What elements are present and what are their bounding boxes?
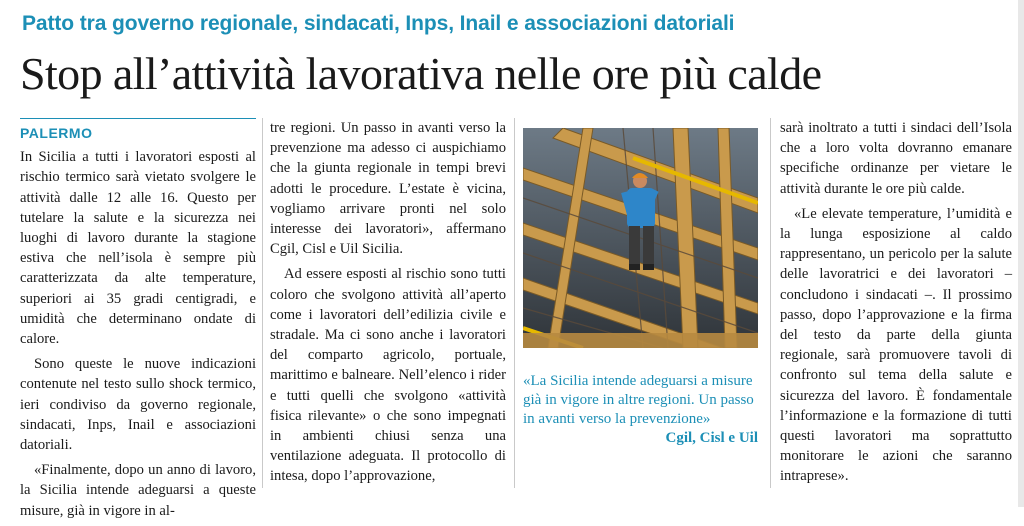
paragraph: «Finalmente, dopo un anno di lavoro, la Sicilia intende adeguarsi a queste misure, già in vigore in al- [20, 462, 256, 519]
page-edge [1018, 0, 1024, 507]
paragraph: «Le elevate temperature, l’umidità e la lunga esposizione al caldo rappresentano, un pericolo per la salute delle lavoratrici e dei lavoratori – concludono i sindacati –. Il prossimo passo, dopo l’approvazione e la firma del testo da parte della giunta regionale, sarà promuovere tavoli di confronto sul tema della salute e sicurezza del lavoro. È fondamentale l’informazione e la formazione di tutti questi lavoratori ma soprattutto monitorare le azioni che saranno intraprese». [780, 205, 1012, 485]
column-divider [770, 118, 771, 488]
construction-worker-photo [523, 128, 758, 348]
column-divider [514, 118, 515, 488]
pull-quote [523, 372, 758, 448]
paragraph: Ad essere esposti al rischio sono tutti coloro che svolgono attività all’aperto come i lavoratori dell’edilizia civile e stradale. Ma ci sono anche i lavoratori del comparto agricolo, portuale, marittimo e balneare. Nell’elenco i rider e tutti quelli che svolgono «attività fisica rilevante» o che sono impegnati in ambienti chiusi senza una ventilazione adeguata. Il protocollo di intesa, dopo l’approvazione, [270, 266, 506, 485]
article-column-2 [270, 118, 506, 492]
article-kicker: Patto tra governo regionale, sindacati, Inps, Inail e associazioni datoriali [22, 12, 735, 35]
dateline: PALERMO [20, 118, 256, 143]
paragraph: sarà inoltrato a tutti i sindaci dell’Isola che a loro volta dovranno emanare specifiche ordinanze per vietare le attività durante le ore più calde. [780, 120, 1012, 197]
paragraph: Sono queste le nuove indicazioni contenute nel testo sullo shock termico, ieri condiviso da governo regionale, sindacati, Inps, Inail e associazioni datoriali. [20, 356, 256, 454]
article-headline: Stop all’attività lavorativa nelle ore più calde [20, 48, 822, 99]
article-column-1 [20, 118, 256, 526]
paragraph: tre regioni. Un passo in avanti verso la prevenzione ma adesso ci auspichiamo che la giunta regionale in tempi brevi adotti le procedure. L’estate è vicina, vogliamo arrivare pronti nel solo interesse dei lavoratori», affermano Cgil, Cisl e Uil Sicilia. [270, 120, 506, 258]
pull-quote-author: Cgil, Cisl e Uil [665, 430, 758, 446]
column-divider [262, 118, 263, 488]
paragraph: In Sicilia a tutti i lavoratori esposti al rischio termico sarà vietato svolgere le attività dalle 12 alle 16. Questo per tutelare la salute e la sicurezza nei luoghi di lavoro durante la stagione estiva che nell’isola è sempre più caratterizzata da alte temperature, superiori ai 35 gradi centigradi, e umidità che determinano ondate di calore. [20, 149, 256, 348]
pull-quote-text: «La Sicilia intende adeguarsi a misure già in vigore in altre regioni. Un passo in avanti verso la prevenzione» [523, 373, 754, 427]
article-column-4 [780, 118, 1012, 492]
photo-illustration [523, 128, 758, 348]
